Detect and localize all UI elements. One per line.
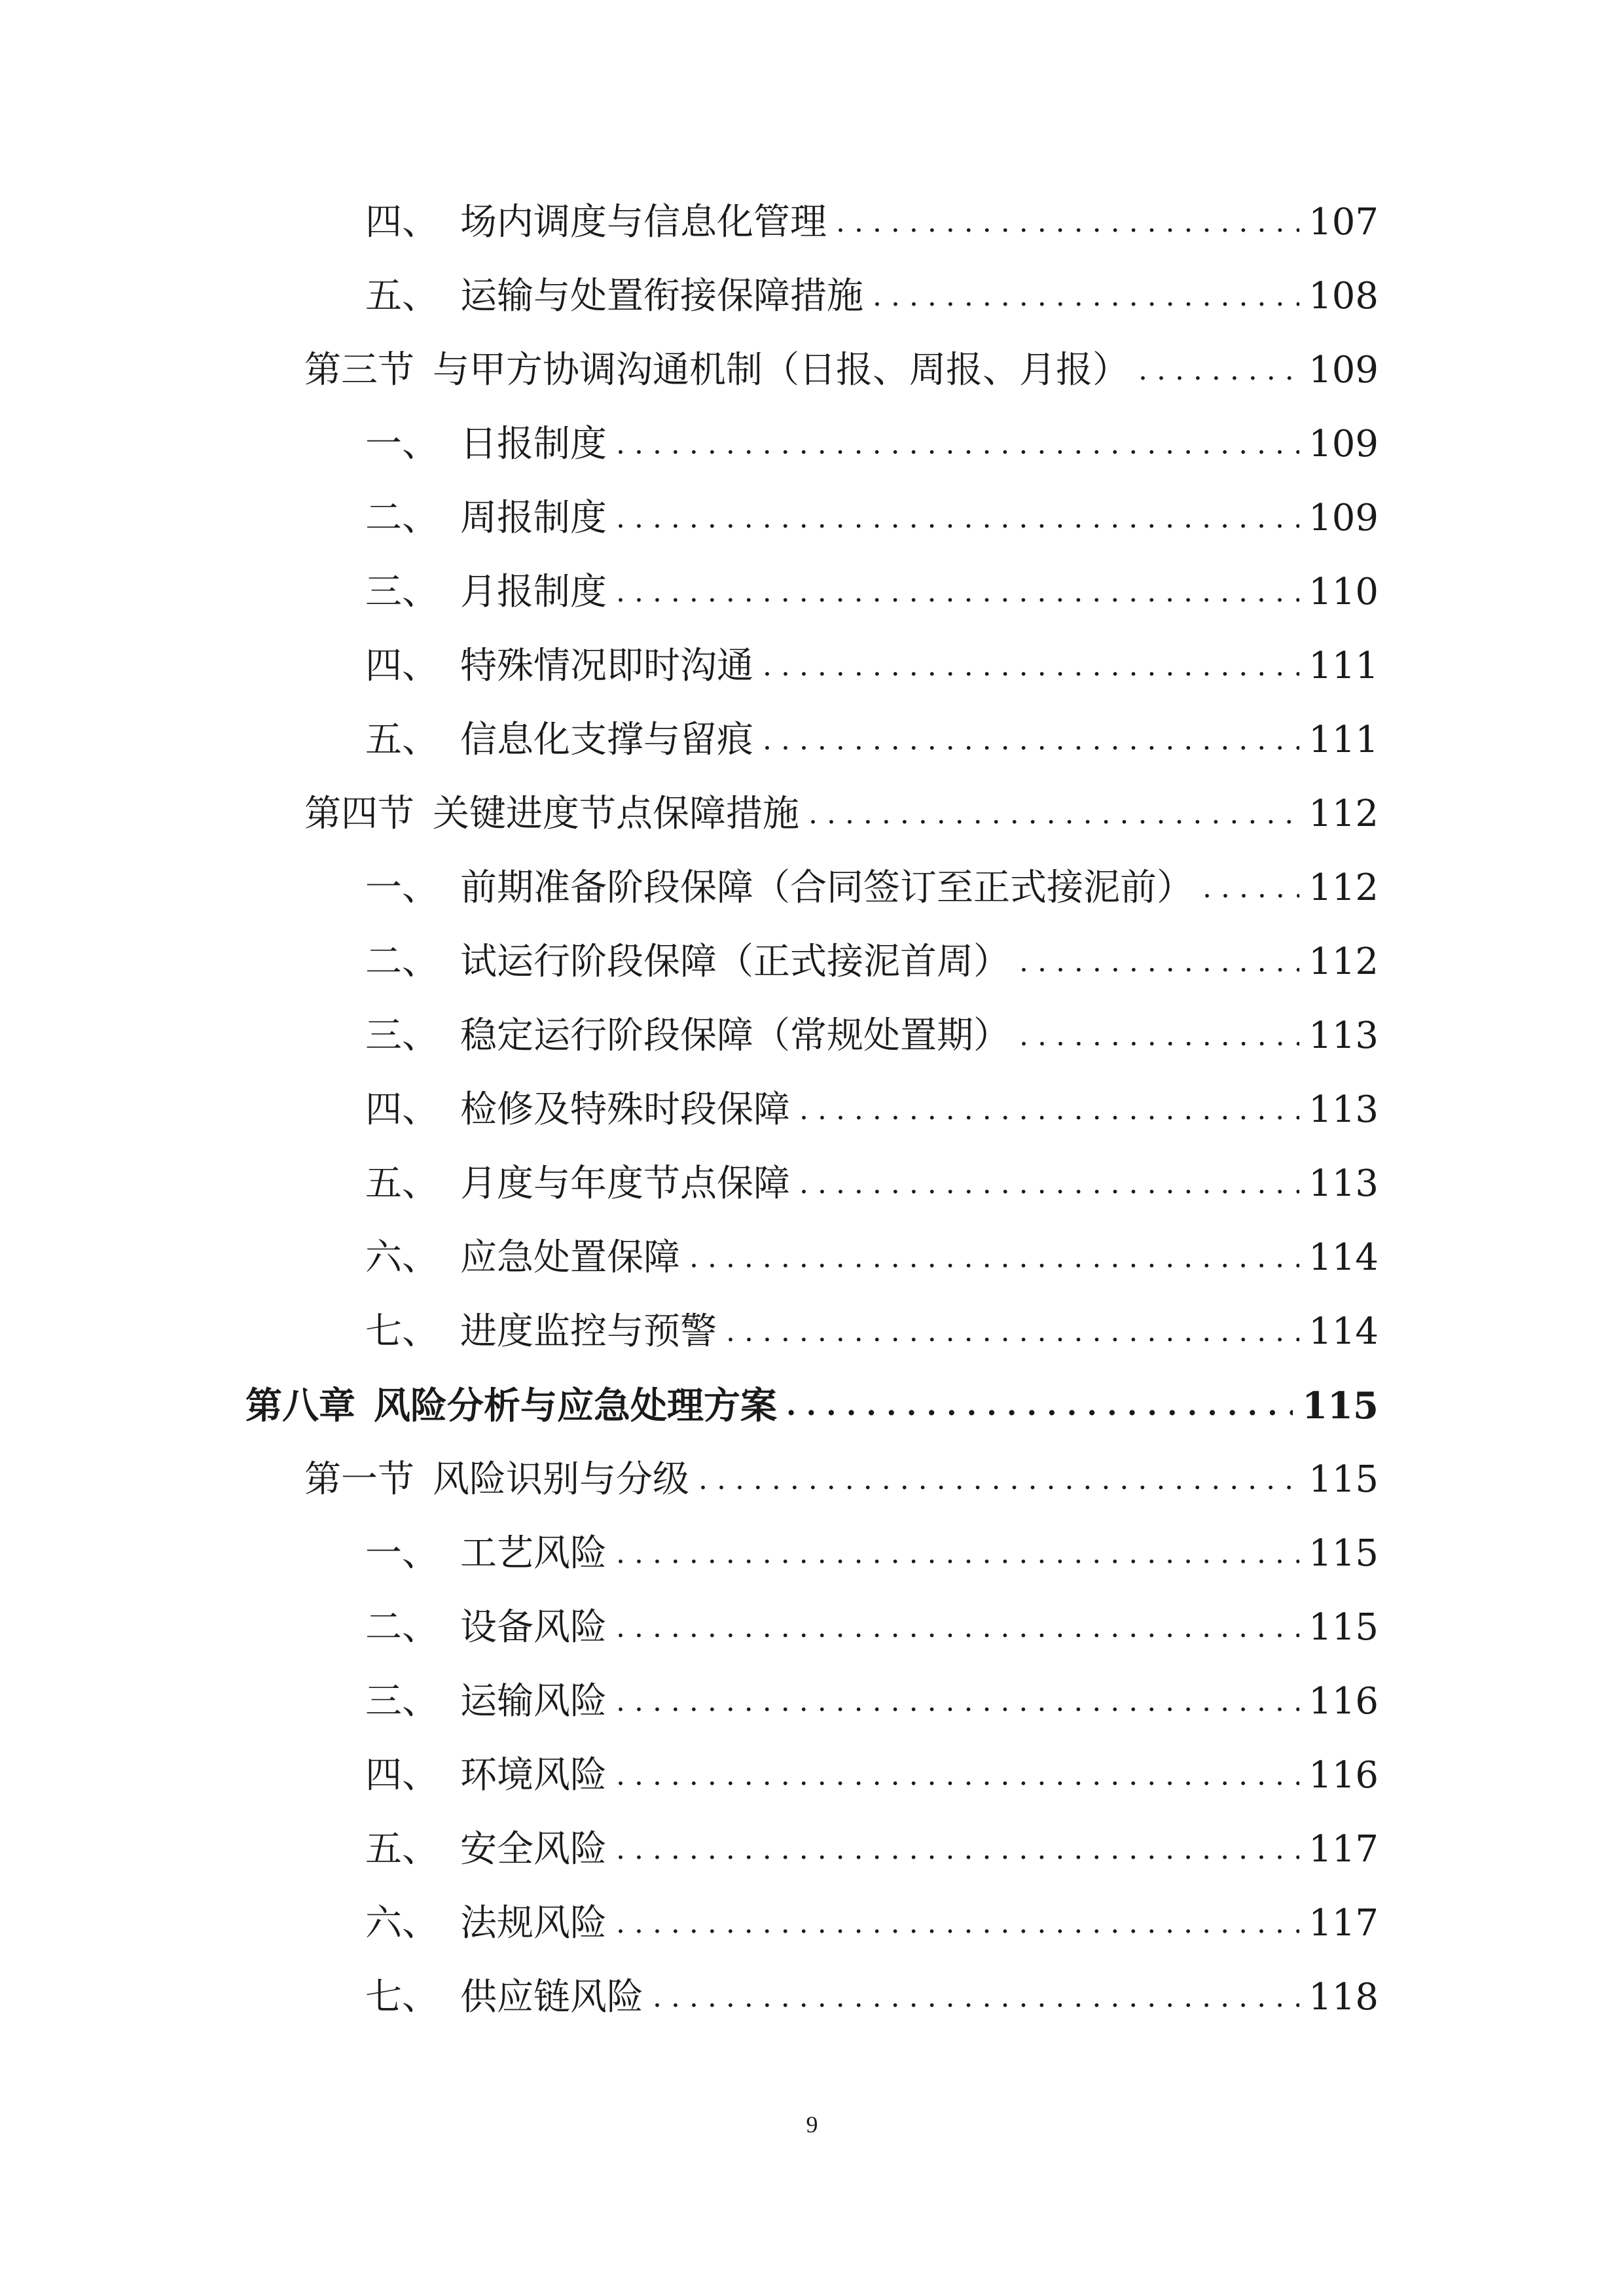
toc-entry-number: 五、 [365, 1828, 439, 1871]
dot-leader [616, 1521, 1299, 1587]
toc-entry-page: 114 [1308, 1310, 1379, 1353]
toc-entry[interactable] [365, 1817, 1379, 1882]
toc-entry-number: 第一节 [304, 1458, 414, 1501]
toc-entry-number: 二、 [365, 1606, 439, 1649]
toc-entry-number: 一、 [365, 423, 439, 465]
toc-entry-title: 月报制度 [460, 571, 607, 613]
toc-entry-number: 七、 [365, 1976, 439, 2018]
toc-entry-number: 第三节 [304, 349, 414, 391]
toc-entry-title: 环境风险 [460, 1754, 607, 1797]
toc-entry[interactable] [365, 1003, 1379, 1069]
toc-entry-page: 116 [1308, 1680, 1379, 1723]
toc-entry-page: 111 [1308, 719, 1379, 761]
toc-entry-number: 六、 [365, 1236, 439, 1279]
toc-entry-number: 第八章 [245, 1384, 355, 1427]
dot-leader [616, 412, 1299, 477]
dot-leader [726, 1299, 1299, 1365]
toc-entry-page: 112 [1308, 867, 1379, 909]
toc-entry-number: 五、 [365, 1162, 439, 1205]
dot-leader [799, 1151, 1299, 1217]
toc-entry[interactable] [365, 190, 1379, 255]
dot-leader [616, 486, 1299, 551]
toc-entry-title: 前期准备阶段保障（合同签订至正式接泥前） [460, 867, 1193, 909]
toc-entry-page: 117 [1308, 1902, 1379, 1945]
toc-entry-title: 风险识别与分级 [433, 1458, 689, 1501]
dot-leader [616, 1891, 1299, 1956]
toc-entry[interactable] [365, 634, 1379, 699]
toc-entry-title: 特殊情况即时沟通 [460, 645, 753, 687]
toc-entry[interactable] [365, 1891, 1379, 1956]
toc-entry-page: 116 [1308, 1754, 1379, 1797]
toc-entry[interactable] [365, 486, 1379, 551]
dot-leader [763, 634, 1299, 699]
toc-entry[interactable] [365, 1595, 1379, 1660]
toc-entry-number: 六、 [365, 1902, 439, 1945]
dot-leader [763, 708, 1299, 773]
toc-entry[interactable] [365, 1521, 1379, 1587]
toc-entry-title: 设备风险 [460, 1606, 607, 1649]
toc-entry[interactable] [365, 708, 1379, 773]
toc-entry-page: 115 [1302, 1384, 1379, 1427]
toc-entry-title: 进度监控与预警 [460, 1310, 717, 1353]
toc-entry-title: 与甲方协调沟通机制（日报、周报、月报） [433, 349, 1129, 391]
toc-entry-page: 118 [1308, 1976, 1379, 2018]
toc-entry-title: 运输风险 [460, 1680, 607, 1723]
toc-entry[interactable] [365, 1225, 1379, 1291]
dot-leader [836, 190, 1299, 255]
toc-entry[interactable] [365, 1151, 1379, 1217]
toc-entry[interactable] [365, 560, 1379, 625]
toc-entry-title: 周报制度 [460, 497, 607, 539]
toc-entry-number: 五、 [365, 719, 439, 761]
toc-entry-page: 112 [1308, 793, 1379, 835]
toc-entry-number: 第四节 [304, 793, 414, 835]
toc-entry-page: 107 [1308, 201, 1379, 243]
toc-entry[interactable] [365, 1077, 1379, 1143]
dot-leader [616, 1817, 1299, 1882]
toc-entry[interactable] [304, 338, 1379, 403]
dot-leader [1138, 338, 1299, 403]
toc-entry-title: 试运行阶段保障（正式接泥首周） [460, 941, 1010, 983]
dot-leader [873, 264, 1299, 329]
toc-entry-number: 一、 [365, 867, 439, 909]
dot-leader [653, 1965, 1299, 2030]
toc-entry-page: 113 [1308, 1162, 1379, 1205]
toc-entry[interactable] [365, 1743, 1379, 1808]
toc-entry-page: 109 [1308, 349, 1379, 391]
toc-entry-number: 三、 [365, 571, 439, 613]
toc-entry-page: 115 [1308, 1458, 1379, 1501]
toc-entry-title: 关键进度节点保障措施 [433, 793, 799, 835]
dot-leader [1019, 1003, 1299, 1069]
toc-entry-title: 法规风险 [460, 1902, 607, 1945]
toc-entry[interactable] [365, 264, 1379, 329]
toc-entry-number: 二、 [365, 497, 439, 539]
dot-leader [799, 1077, 1299, 1143]
toc-entry-number: 四、 [365, 1754, 439, 1797]
toc-entry-page: 110 [1308, 571, 1379, 613]
toc-entry[interactable] [304, 781, 1379, 847]
toc-entry-title: 日报制度 [460, 423, 607, 465]
dot-leader [698, 1447, 1299, 1513]
toc-entry-page: 117 [1308, 1828, 1379, 1871]
dot-leader [1202, 855, 1299, 921]
toc-entry-title: 信息化支撑与留痕 [460, 719, 753, 761]
toc-entry-number: 一、 [365, 1532, 439, 1575]
toc-entry-page: 113 [1308, 1088, 1379, 1131]
toc-entry-number: 四、 [365, 1088, 439, 1131]
dot-leader [808, 781, 1299, 847]
toc-entry-page: 108 [1308, 275, 1379, 317]
page-number: 9 [806, 2111, 818, 2138]
toc-entry-title: 风险分析与应急处理方案 [374, 1384, 777, 1427]
dot-leader [1019, 929, 1299, 995]
toc-entry-page: 109 [1308, 423, 1379, 465]
dot-leader [616, 560, 1299, 625]
toc-entry-number: 四、 [365, 201, 439, 243]
toc-entry[interactable] [365, 1299, 1379, 1365]
dot-leader [689, 1225, 1299, 1291]
toc-entry-chapter[interactable] [245, 1373, 1379, 1439]
toc-entry-number: 二、 [365, 941, 439, 983]
toc-entry[interactable] [365, 412, 1379, 477]
toc-entry-page: 112 [1308, 941, 1379, 983]
toc-entry-number: 四、 [365, 645, 439, 687]
toc-entry-title: 供应链风险 [460, 1976, 643, 2018]
toc-entry[interactable] [304, 1447, 1379, 1513]
toc-entry-page: 113 [1308, 1014, 1379, 1057]
toc-entry[interactable] [365, 1669, 1379, 1734]
toc-entry-page: 109 [1308, 497, 1379, 539]
toc-entry-page: 115 [1308, 1606, 1379, 1649]
toc-entry-title: 应急处置保障 [460, 1236, 680, 1279]
toc-entry-number: 三、 [365, 1680, 439, 1723]
toc-entry[interactable] [365, 855, 1379, 921]
toc-entry[interactable] [365, 1965, 1379, 2030]
toc-entry-title: 运输与处置衔接保障措施 [460, 275, 863, 317]
toc-entry-page: 111 [1308, 645, 1379, 687]
toc-entry-title: 检修及特殊时段保障 [460, 1088, 790, 1131]
dot-leader [616, 1595, 1299, 1660]
dot-leader [616, 1743, 1299, 1808]
toc-entry-title: 场内调度与信息化管理 [460, 201, 827, 243]
toc-entry-title: 月度与年度节点保障 [460, 1162, 790, 1205]
toc-entry-page: 114 [1308, 1236, 1379, 1279]
toc-entry-title: 安全风险 [460, 1828, 607, 1871]
dot-leader [616, 1669, 1299, 1734]
toc-entry-number: 三、 [365, 1014, 439, 1057]
toc-entry-number: 七、 [365, 1310, 439, 1353]
toc-entry-title: 稳定运行阶段保障（常规处置期） [460, 1014, 1010, 1057]
toc-entry-page: 115 [1308, 1532, 1379, 1575]
dot-leader [786, 1373, 1293, 1439]
toc-entry-title: 工艺风险 [460, 1532, 607, 1575]
toc-entry-number: 五、 [365, 275, 439, 317]
toc-entry[interactable] [365, 929, 1379, 995]
